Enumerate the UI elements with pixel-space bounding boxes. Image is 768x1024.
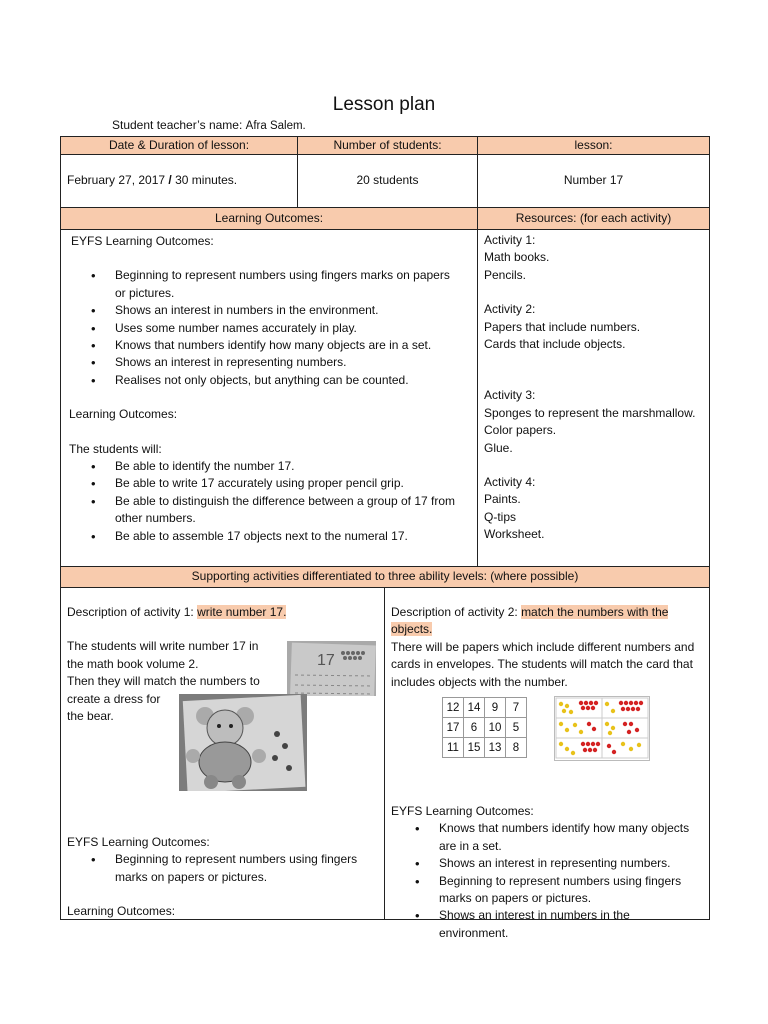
grid-cell: 9: [485, 698, 506, 718]
resource-item: Pencils.: [484, 267, 527, 282]
duration-value: 30 minutes.: [175, 173, 238, 187]
activity2-eyfs-heading: EYFS Learning Outcomes:: [391, 804, 534, 819]
activity1-learning-heading: Learning Outcomes:: [67, 904, 176, 919]
resource-title: Activity 4:: [484, 475, 536, 490]
teacher-name: Afra Salem.: [245, 120, 306, 132]
list-item: • Beginning to represent numbers using fingers marks on papers or pictures.: [67, 851, 377, 886]
resource-title: Activity 2:: [484, 302, 536, 317]
eyfs-list: [69, 267, 461, 389]
list-item: • Be able to assemble 17 objects next to the numeral 17.: [69, 528, 471, 545]
list-item: • Be able to write 17 accurately using proper pencil grip.: [69, 475, 471, 492]
resource-item: Cards that include objects.: [484, 337, 626, 352]
activity2-cell: [384, 587, 710, 940]
bear-image: [179, 694, 307, 791]
activity2-text: There will be papers which include different numbers and cards in envelopes. The students will match the card that includes objects with the number.: [391, 639, 695, 689]
list-item: • Be able to distinguish the difference between a group of 17 from other numbers.: [69, 493, 471, 528]
list-item: • Uses some number names accurately in play.: [69, 320, 461, 337]
lesson-cell: [477, 154, 710, 208]
teacher-label: Student teacher’s name:: [112, 118, 243, 132]
activity1-description: [67, 604, 378, 621]
resource-title: Activity 3:: [484, 388, 536, 403]
header-date: [60, 136, 298, 155]
resource-title: Activity 1:: [484, 233, 536, 247]
students-cell: [297, 154, 478, 208]
worksheet-number: 17: [317, 652, 335, 669]
header-students: [297, 136, 478, 155]
resources-cell: [477, 229, 710, 567]
support-header-label: Supporting activities differentiated to three ability levels: (where possible): [191, 569, 579, 583]
support-header: [60, 566, 710, 588]
activity2-highlight: match the numbers with the objects.: [391, 605, 669, 637]
activity1-line: Then they will match the numbers to: [67, 674, 260, 689]
object-cards-image: [554, 696, 650, 761]
activity1-highlight: write number 17.: [197, 605, 287, 619]
outcomes-header-label: Learning Outcomes:: [214, 211, 324, 225]
teacher-line: [112, 118, 306, 132]
list-item: • Knows that numbers identify how many objects are in a set.: [391, 820, 701, 855]
grid-row: [443, 738, 527, 758]
resource-item: Q-tips: [484, 509, 517, 524]
grid-cell: 12: [443, 698, 464, 718]
resource-item: Sponges to represent the marshmallow.: [484, 405, 696, 420]
list-item: • Shows an interest in numbers in the environment.: [391, 907, 701, 942]
resources-header: [477, 207, 710, 230]
list-item: • Shows an interest in representing numbers.: [69, 354, 461, 371]
resource-item: Worksheet.: [484, 527, 545, 542]
resources-header-note: (for each activity): [579, 211, 672, 225]
list-item: • Shows an interest in numbers in the environment.: [69, 302, 461, 319]
date-cell: [60, 154, 298, 208]
grid-cell: 5: [506, 718, 527, 738]
students-value: 20 students: [356, 173, 419, 187]
activity1-line: create a dress for: [67, 691, 161, 706]
activity1-eyfs-list: [67, 851, 377, 886]
worksheet-image: [287, 641, 376, 696]
resources-header-label: Resources:: [515, 211, 577, 225]
resource-item: Glue.: [484, 440, 513, 455]
grid-cell: 11: [443, 738, 464, 758]
date-slash: /: [168, 173, 172, 187]
activity2-description: [391, 604, 701, 639]
grid-cell: 10: [485, 718, 506, 738]
activity2-eyfs-list: [391, 820, 701, 942]
activity1-line: the math book volume 2.: [67, 656, 199, 671]
list-item: • Beginning to represent numbers using fingers marks on papers or pictures.: [69, 267, 461, 302]
learning-heading: Learning Outcomes:: [69, 407, 178, 422]
resource-item: Paints.: [484, 492, 521, 507]
outcomes-cell: [60, 229, 478, 567]
list-item: • Shows an interest in representing numbers.: [391, 855, 701, 872]
activity2-resources: [484, 301, 703, 353]
activity1-outcomes: [67, 834, 377, 921]
page-title: Lesson plan: [332, 94, 436, 115]
grid-cell: 8: [506, 738, 527, 758]
bear-photo: [179, 694, 307, 791]
grid-cell: 6: [464, 718, 485, 738]
number-grid: [442, 697, 527, 758]
date-value: February 27, 2017: [67, 173, 166, 187]
header-date-label: Date & Duration of lesson:: [108, 138, 250, 152]
grid-cell: 7: [506, 698, 527, 718]
worksheet-photo: [287, 641, 376, 696]
list-item: • Be able to identify the number 17.: [69, 458, 471, 475]
list-item: • Realises not only objects, but anything can be counted.: [69, 372, 461, 389]
grid-cell: 15: [464, 738, 485, 758]
outcomes-header: [60, 207, 478, 230]
grid-cell: 17: [443, 718, 464, 738]
object-cards-graphic: [555, 697, 649, 760]
header-lesson-label: lesson:: [574, 138, 613, 152]
resource-item: Papers that include numbers.: [484, 319, 641, 334]
activity3-resources: [484, 387, 703, 457]
activity1-line: The students will write number 17 in: [67, 639, 259, 654]
resource-item: Color papers.: [484, 423, 557, 438]
activity1-line: the bear.: [67, 709, 114, 724]
activity4-resources: [484, 474, 703, 544]
eyfs-heading: EYFS Learning Outcomes:: [71, 234, 214, 248]
resource-item: Math books.: [484, 250, 550, 265]
grid-row: [443, 698, 527, 718]
header-students-label: Number of students:: [333, 138, 442, 152]
list-item: • Beginning to represent numbers using fingers marks on papers or pictures.: [391, 873, 701, 908]
activity1-eyfs-heading: EYFS Learning Outcomes:: [67, 835, 210, 849]
grid-row: [443, 718, 527, 738]
grid-cell: 13: [485, 738, 506, 758]
list-item: • Knows that numbers identify how many objects are in a set.: [69, 337, 461, 354]
lesson-value: Number 17: [563, 173, 624, 187]
header-lesson: [477, 136, 710, 155]
activity1-resources: [484, 232, 703, 284]
learning-intro: The students will:: [69, 441, 162, 456]
activity2-label: Description of activity 2:: [391, 605, 518, 619]
learning-list: [69, 458, 471, 545]
activity1-label: Description of activity 1:: [67, 605, 194, 619]
grid-cell: 14: [464, 698, 485, 718]
